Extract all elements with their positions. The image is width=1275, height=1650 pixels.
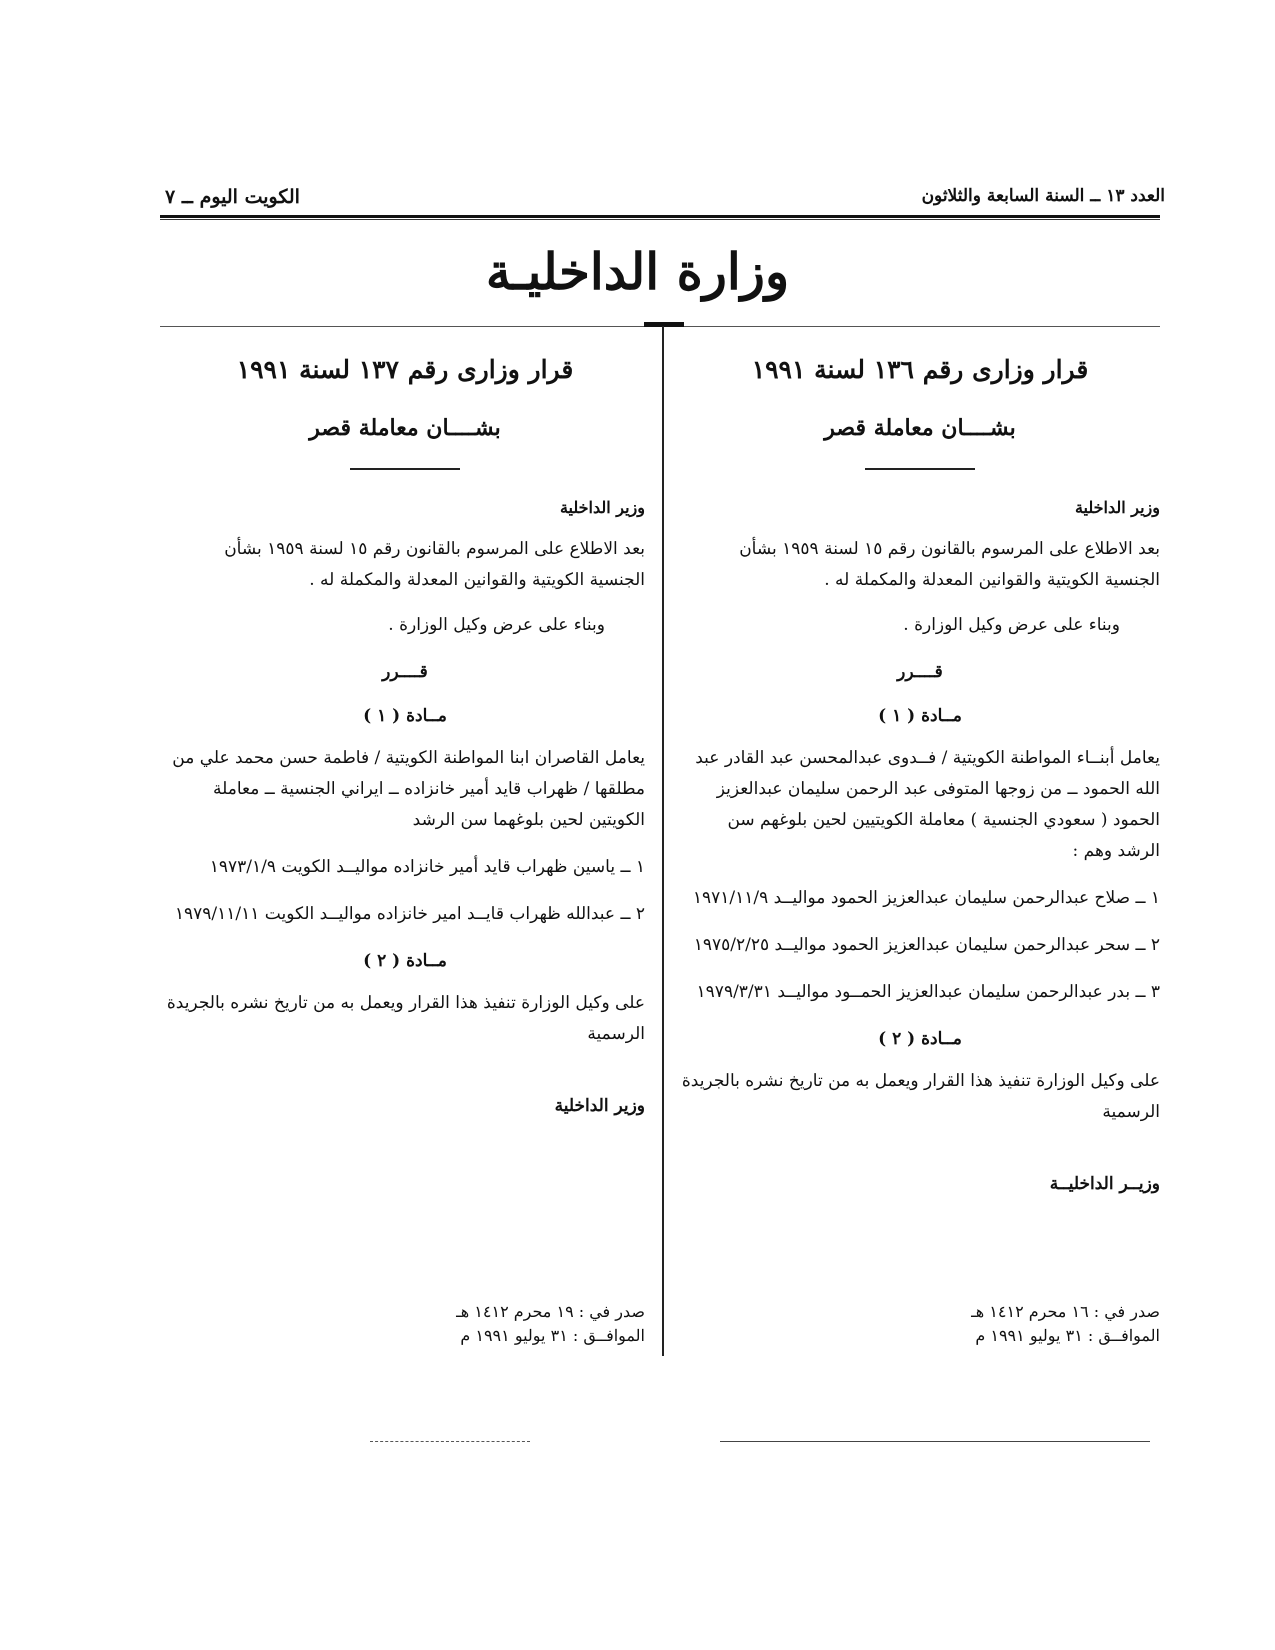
issued-gregorian: الموافــق : ٣١ يوليو ١٩٩١ م [460,1326,645,1345]
list-item: ٢ ــ عبدالله ظهراب قايــد امير خانزاده مواليــد الكويت ١٩٧٩/١١/١١ [174,904,645,924]
issued-gregorian: الموافــق : ٣١ يوليو ١٩٩١ م [975,1326,1160,1345]
header-rule-thin [160,219,1160,220]
article-2-text: على وكيل الوزارة تنفيذ هذا القرار ويعمل به من تاريخ نشره بالجريدة الرسمية [681,1071,1160,1122]
footer-dash [370,1441,530,1443]
article-2-label: مــادة ( ٢ ) [878,1029,962,1049]
title-center-mark [644,322,684,327]
decides-label: قــــرر [897,662,943,682]
minister-signature: وزير الداخلية [554,1096,645,1116]
decree-137-column [165,350,645,1120]
decides-label: قــــرر [382,662,428,682]
list-item: ٣ ــ بدر عبدالرحمن سليمان عبدالعزيز الحمــود مواليــد ١٩٧٩/٣/٣١ [696,982,1160,1002]
preamble: بعد الاطلاع على المرسوم بالقانون رقم ١٥ لسنة ١٩٥٩ بشأن الجنسية الكويتية والقوانين المعدلة والمكملة له . [739,539,1160,590]
article-2-text: على وكيل الوزارة تنفيذ هذا القرار ويعمل به من تاريخ نشره بالجريدة الرسمية [166,993,645,1044]
ministry-title: وزارة الداخليـة [485,242,790,301]
issue-date-block [165,1300,645,1348]
basis: وبناء على عرض وكيل الوزارة . [903,615,1120,635]
issue-info: العدد ١٣ ــ السنة السابعة والثلاثون [921,186,1165,206]
article-1-text: يعامل القاصران ابنا المواطنة الكويتية / فاطمة حسن محمد علي من مطلقها / ظهراب قايد أمير خانزاده ــ ايراني الجنسية ــ معاملة الكويتين لحين بلوغهما سن الرشد [172,748,645,830]
publication-page-label: الكويت اليوم ــ ٧ [165,186,300,208]
decree-title: قرار وزارى رقم ١٣٦ لسنة ١٩٩١ [751,355,1089,384]
minister-signature: وزيــر الداخليــة [1049,1174,1160,1194]
column-divider [662,326,664,1356]
article-1-text: يعامل أبنــاء المواطنة الكويتية / فــدوى عبدالمحسن عبد القادر عبد الله الحمود ــ من زوجها المتوفى عبد الرحمن سليمان عبدالعزيز الحمود ( سعودي الجنسية ) معاملة الكويتيين لحين بلوغهم سن الرشد وهم : [695,748,1160,861]
issued-hijri: صدر في : ١٩ محرم ١٤١٢ هـ [456,1302,645,1321]
subject-rule [350,468,460,470]
preamble: بعد الاطلاع على المرسوم بالقانون رقم ١٥ لسنة ١٩٥٩ بشأن الجنسية الكويتية والقوانين المعدلة والمكملة له . [224,539,645,590]
decree-136-column [680,350,1160,1198]
subject-rule [865,468,975,470]
list-item: ١ ــ صلاح عبدالرحمن سليمان عبدالعزيز الحمود مواليــد ١٩٧١/١١/٩ [692,888,1160,908]
article-1-label: مــادة ( ١ ) [878,706,962,726]
article-1-label: مــادة ( ١ ) [363,706,447,726]
decree-title: قرار وزارى رقم ١٣٧ لسنة ١٩٩١ [236,355,574,384]
footer-rule [720,1441,1150,1442]
list-item: ١ ــ ياسين ظهراب قايد أمير خانزاده مواليــد الكويت ١٩٧٣/١/٩ [209,857,645,877]
minister-heading: وزير الداخلية [559,498,645,517]
issue-date-block [680,1300,1160,1348]
header-rule [160,215,1160,218]
minister-heading: وزير الداخلية [1074,498,1160,517]
article-2-label: مــادة ( ٢ ) [363,951,447,971]
list-item: ٢ ــ سحر عبدالرحمن سليمان عبدالعزيز الحمود مواليــد ١٩٧٥/٢/٢٥ [693,935,1160,955]
basis: وبناء على عرض وكيل الوزارة . [388,615,605,635]
issued-hijri: صدر في : ١٦ محرم ١٤١٢ هـ [971,1302,1160,1321]
decree-subject: بشــــان معاملة قصر [824,415,1016,441]
decree-subject: بشــــان معاملة قصر [309,415,501,441]
